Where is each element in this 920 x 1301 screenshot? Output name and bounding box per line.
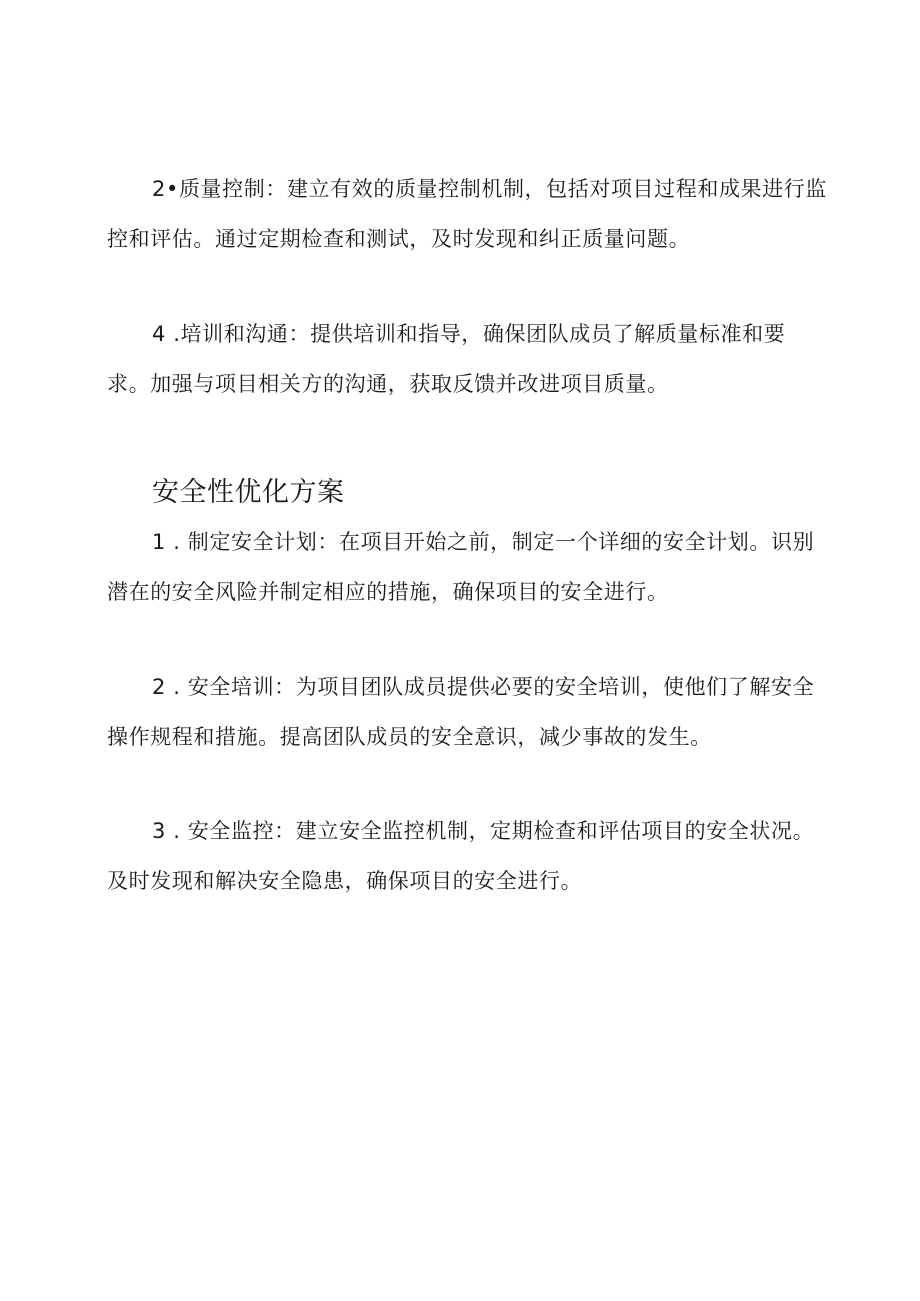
safety-monitoring-paragraph: 3 . 安全监控：建立安全监控机制，定期检查和评估项目的安全状况。及时发现和解决安全隐患，确保项目的安全进行。 (107, 819, 815, 893)
section-heading: 安全性优化方案 (152, 477, 345, 508)
safety-training-paragraph: 2 . 安全培训：为项目团队成员提供必要的安全培训，使他们了解安全操作规程和措施。提高团队成员的安全意识，减少事故的发生。 (107, 675, 815, 749)
safety-plan-paragraph: 1 . 制定安全计划：在项目开始之前，制定一个详细的安全计划。识别潜在的安全风险并制定相应的措施，确保项目的安全进行。 (107, 530, 815, 604)
training-communication-paragraph: 4 .培训和沟通：提供培训和指导，确保团队成员了解质量标准和要求。加强与项目相关方的沟通，获取反馈并改进项目质量。 (107, 322, 786, 396)
quality-control-paragraph: 2•质量控制：建立有效的质量控制机制，包括对项目过程和成果进行监控和评估。通过定期检查和测试，及时发现和纠正质量问题。 (107, 177, 827, 251)
